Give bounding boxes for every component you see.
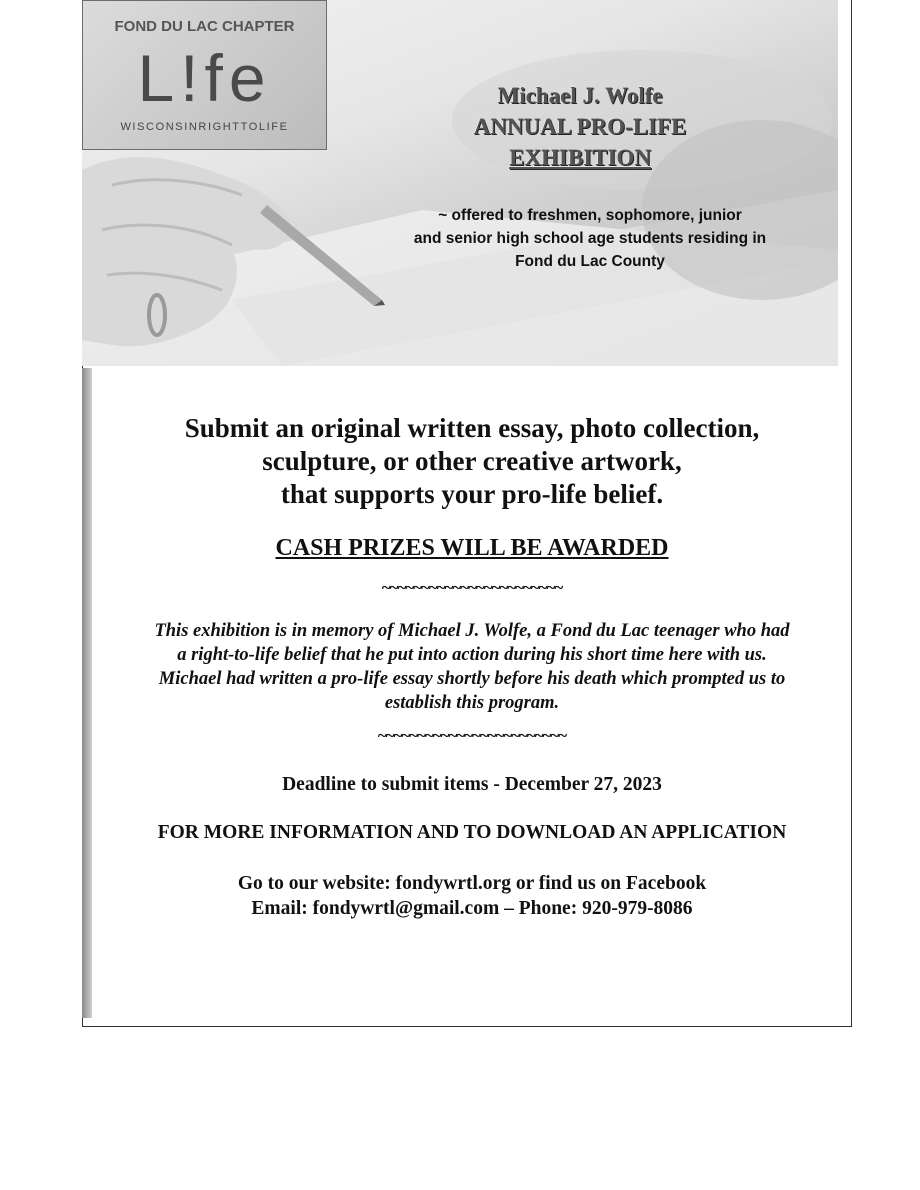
memory-line-1: This exhibition is in memory of Michael J. Wolfe, a Fond du Lac teenager who had bbox=[154, 621, 790, 641]
submit-line-3: that supports your pro-life belief. bbox=[280, 479, 664, 509]
exhibition-title bbox=[400, 80, 760, 173]
memory-line-2: a right-to-life belief that he put into action during his short time here with us. bbox=[177, 645, 767, 665]
more-info-heading: FOR MORE INFORMATION AND TO DOWNLOAD AN APPLICATION bbox=[157, 822, 787, 843]
submit-line-2: sculpture, or other creative artwork, bbox=[262, 446, 682, 476]
title-line-2: ANNUAL PRO-LIFE bbox=[473, 114, 687, 139]
eligibility-line-2: and senior high school age students residing in bbox=[413, 230, 767, 247]
tilde-divider: ~~~~~~~~~~~~~~~~~~~~~~~~ bbox=[377, 726, 567, 745]
eligibility-text bbox=[360, 204, 820, 273]
flyer-shadow bbox=[82, 368, 92, 1018]
eligibility-line-3: Fond du Lac County bbox=[515, 253, 665, 270]
eligibility-line-1: ~ offered to freshmen, sophomore, junior bbox=[438, 207, 742, 224]
logo-tagline: WISCONSINRIGHTTOLIFE bbox=[120, 121, 289, 133]
email-phone-line: Email: fondywrtl@gmail.com – Phone: 920-979-8086 bbox=[251, 898, 693, 919]
submission-heading bbox=[96, 412, 848, 511]
submit-line-1: Submit an original written essay, photo collection, bbox=[184, 413, 760, 443]
website-line: Go to our website: fondywrtl.org or find us on Facebook bbox=[237, 873, 707, 894]
memorial-paragraph bbox=[96, 619, 848, 715]
logo-chapter-name: FOND DU LAC CHAPTER bbox=[114, 18, 295, 35]
logo-wordmark: L!fe bbox=[137, 41, 272, 115]
title-line-1: Michael J. Wolfe bbox=[497, 83, 663, 108]
tilde-divider: ~~~~~~~~~~~~~~~~~~~~~~~ bbox=[381, 578, 563, 597]
memory-line-3: Michael had written a pro-life essay shortly before his death which prompted us to bbox=[158, 669, 786, 689]
cash-prizes-heading: CASH PRIZES WILL BE AWARDED bbox=[275, 535, 669, 561]
deadline-text: Deadline to submit items - December 27, 2023 bbox=[282, 774, 662, 795]
title-line-3: EXHIBITION bbox=[509, 145, 651, 170]
chapter-logo bbox=[82, 0, 327, 150]
memory-line-4: establish this program. bbox=[384, 693, 560, 713]
contact-info bbox=[96, 871, 848, 921]
